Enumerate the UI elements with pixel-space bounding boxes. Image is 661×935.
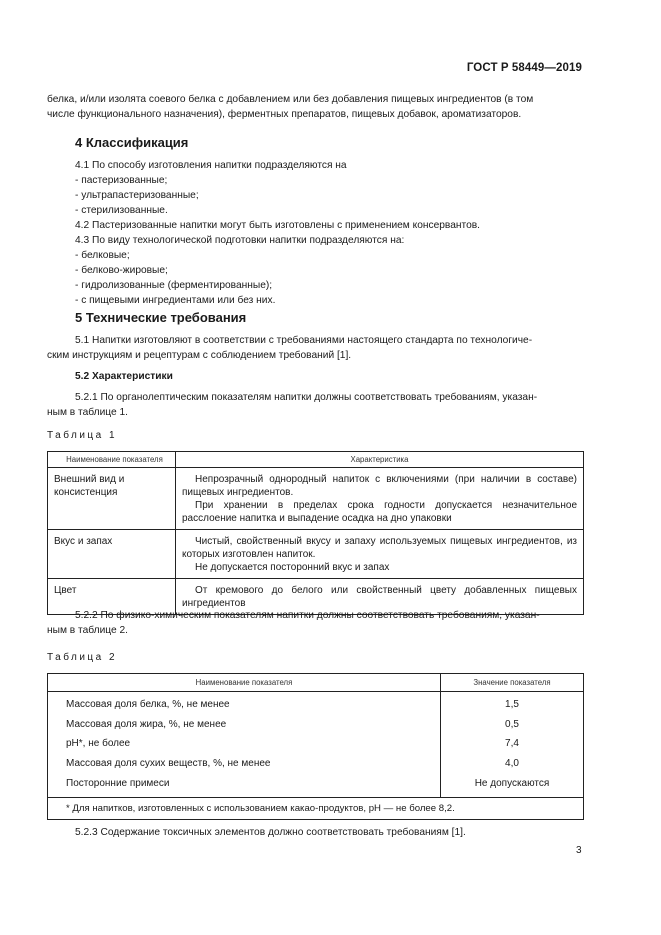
list-line: 4.2 Пастеризованные напитки могут быть изготовлены с применением консервантов. — [75, 220, 480, 231]
description-paragraph: При хранении в пределах срока годности допускается незначительное расслоение напитка и выпадение осадка на дно упаковки — [182, 500, 577, 524]
paragraph-line: 5.1 Напитки изготовляют в соответствии с требованиями настоящего стандарта по технологиче- — [75, 335, 533, 346]
indicator-name: Массовая доля жира, %, не менее — [48, 715, 441, 735]
table-1-caption: Таблица 1 — [47, 430, 118, 441]
indicator-value: Не допускаются — [441, 773, 584, 797]
column-header: Наименование показателя — [48, 452, 176, 468]
table-row — [48, 734, 584, 754]
indicator-value: 0,5 — [441, 715, 584, 735]
indicator-value: 1,5 — [441, 692, 584, 715]
indicator-name: Массовая доля белка, %, не менее — [48, 692, 441, 715]
table-1 — [47, 451, 584, 615]
table-row — [48, 530, 584, 579]
section-4-title: 4 Классификация — [75, 135, 189, 150]
document-header: ГОСТ Р 58449—2019 — [466, 62, 582, 74]
paragraph-5-2-1 — [47, 390, 584, 420]
intro-line: белка, и/или изолята соевого белка с добавлением или без добавления пищевых ингредиентов (в том — [47, 94, 534, 105]
indicator-name: Внешний вид и консистенция — [48, 468, 176, 530]
indicator-name: Цвет — [48, 579, 176, 615]
paragraph-5-2-2 — [47, 608, 584, 638]
paragraph-line: ским инструкциям и рецептурам с соблюдением требований [1]. — [47, 350, 352, 361]
subsection-5-2-title: 5.2 Характеристики — [75, 371, 173, 382]
indicator-name: Массовая доля сухих веществ, %, не менее — [48, 754, 441, 774]
description-paragraph: Чистый, свойственный вкусу и запаху используемых пищевых ингредиентов, из которых изготовлен напиток. — [182, 536, 577, 560]
paragraph-line: 5.2.1 По органолептическим показателям напитки должны соответствовать требованиям, указан- — [75, 392, 538, 403]
list-line: - белковые; — [75, 250, 130, 261]
list-line: - гидролизованные (ферментированные); — [75, 280, 273, 291]
description-paragraph: От кремового до белого или свойственный цвету добавленных пищевых ингредиентов — [182, 585, 577, 609]
paragraph-line: ным в таблице 1. — [47, 407, 128, 418]
section-5-title: 5 Технические требования — [75, 310, 247, 325]
paragraph-line: ным в таблице 2. — [47, 625, 128, 636]
table-row — [48, 468, 584, 530]
table-2 — [47, 673, 584, 820]
section-4-list — [75, 158, 480, 308]
table-header-row — [48, 452, 584, 468]
list-line: 4.1 По способу изготовления напитки подразделяются на — [75, 160, 347, 171]
indicator-value: 4,0 — [441, 754, 584, 774]
table-row — [48, 692, 584, 715]
table-row — [48, 715, 584, 735]
list-line: - с пищевыми ингредиентами или без них. — [75, 295, 276, 306]
intro-line: числе функционального назначения), ферментных препаратов, пищевых добавок, ароматизаторов. — [47, 109, 522, 120]
indicator-description — [176, 468, 584, 530]
table-header-row — [48, 674, 584, 692]
indicator-name: Вкус и запах — [48, 530, 176, 579]
list-line: - белково-жировые; — [75, 265, 168, 276]
indicator-name: Посторонние примеси — [48, 773, 441, 797]
list-line: 4.3 По виду технологической подготовки напитки подразделяются на: — [75, 235, 405, 246]
list-line: - стерилизованные. — [75, 205, 168, 216]
column-header: Наименование показателя — [48, 674, 441, 692]
column-header: Значение показателя — [441, 674, 584, 692]
table-2-caption: Таблица 2 — [47, 652, 118, 663]
page-number: 3 — [576, 845, 582, 856]
paragraph-line: 5.2.2 По физико-химическим показателям напитки должны соответствовать требованиям, указан- — [75, 610, 540, 621]
list-line: - пастеризованные; — [75, 175, 168, 186]
indicator-name: pH*, не более — [48, 734, 441, 754]
description-paragraph: Не допускается посторонний вкус и запах — [195, 562, 390, 573]
indicator-description — [176, 530, 584, 579]
table-row — [48, 754, 584, 774]
paragraph-5-1 — [47, 333, 584, 363]
description-paragraph: Непрозрачный однородный напиток с включениями (при наличии в составе) пищевых ингредиентов. — [182, 474, 577, 498]
table-footnote: * Для напитков, изготовленных с использованием какао-продуктов, pH — не более 8,2. — [48, 797, 584, 819]
table-footnote-row — [48, 797, 584, 819]
intro-paragraph — [47, 92, 584, 122]
table-row — [48, 773, 584, 797]
column-header: Характеристика — [176, 452, 584, 468]
list-line: - ультрапастеризованные; — [75, 190, 199, 201]
indicator-value: 7,4 — [441, 734, 584, 754]
paragraph-5-2-3: 5.2.3 Содержание токсичных элементов должно соответствовать требованиям [1]. — [75, 827, 466, 838]
